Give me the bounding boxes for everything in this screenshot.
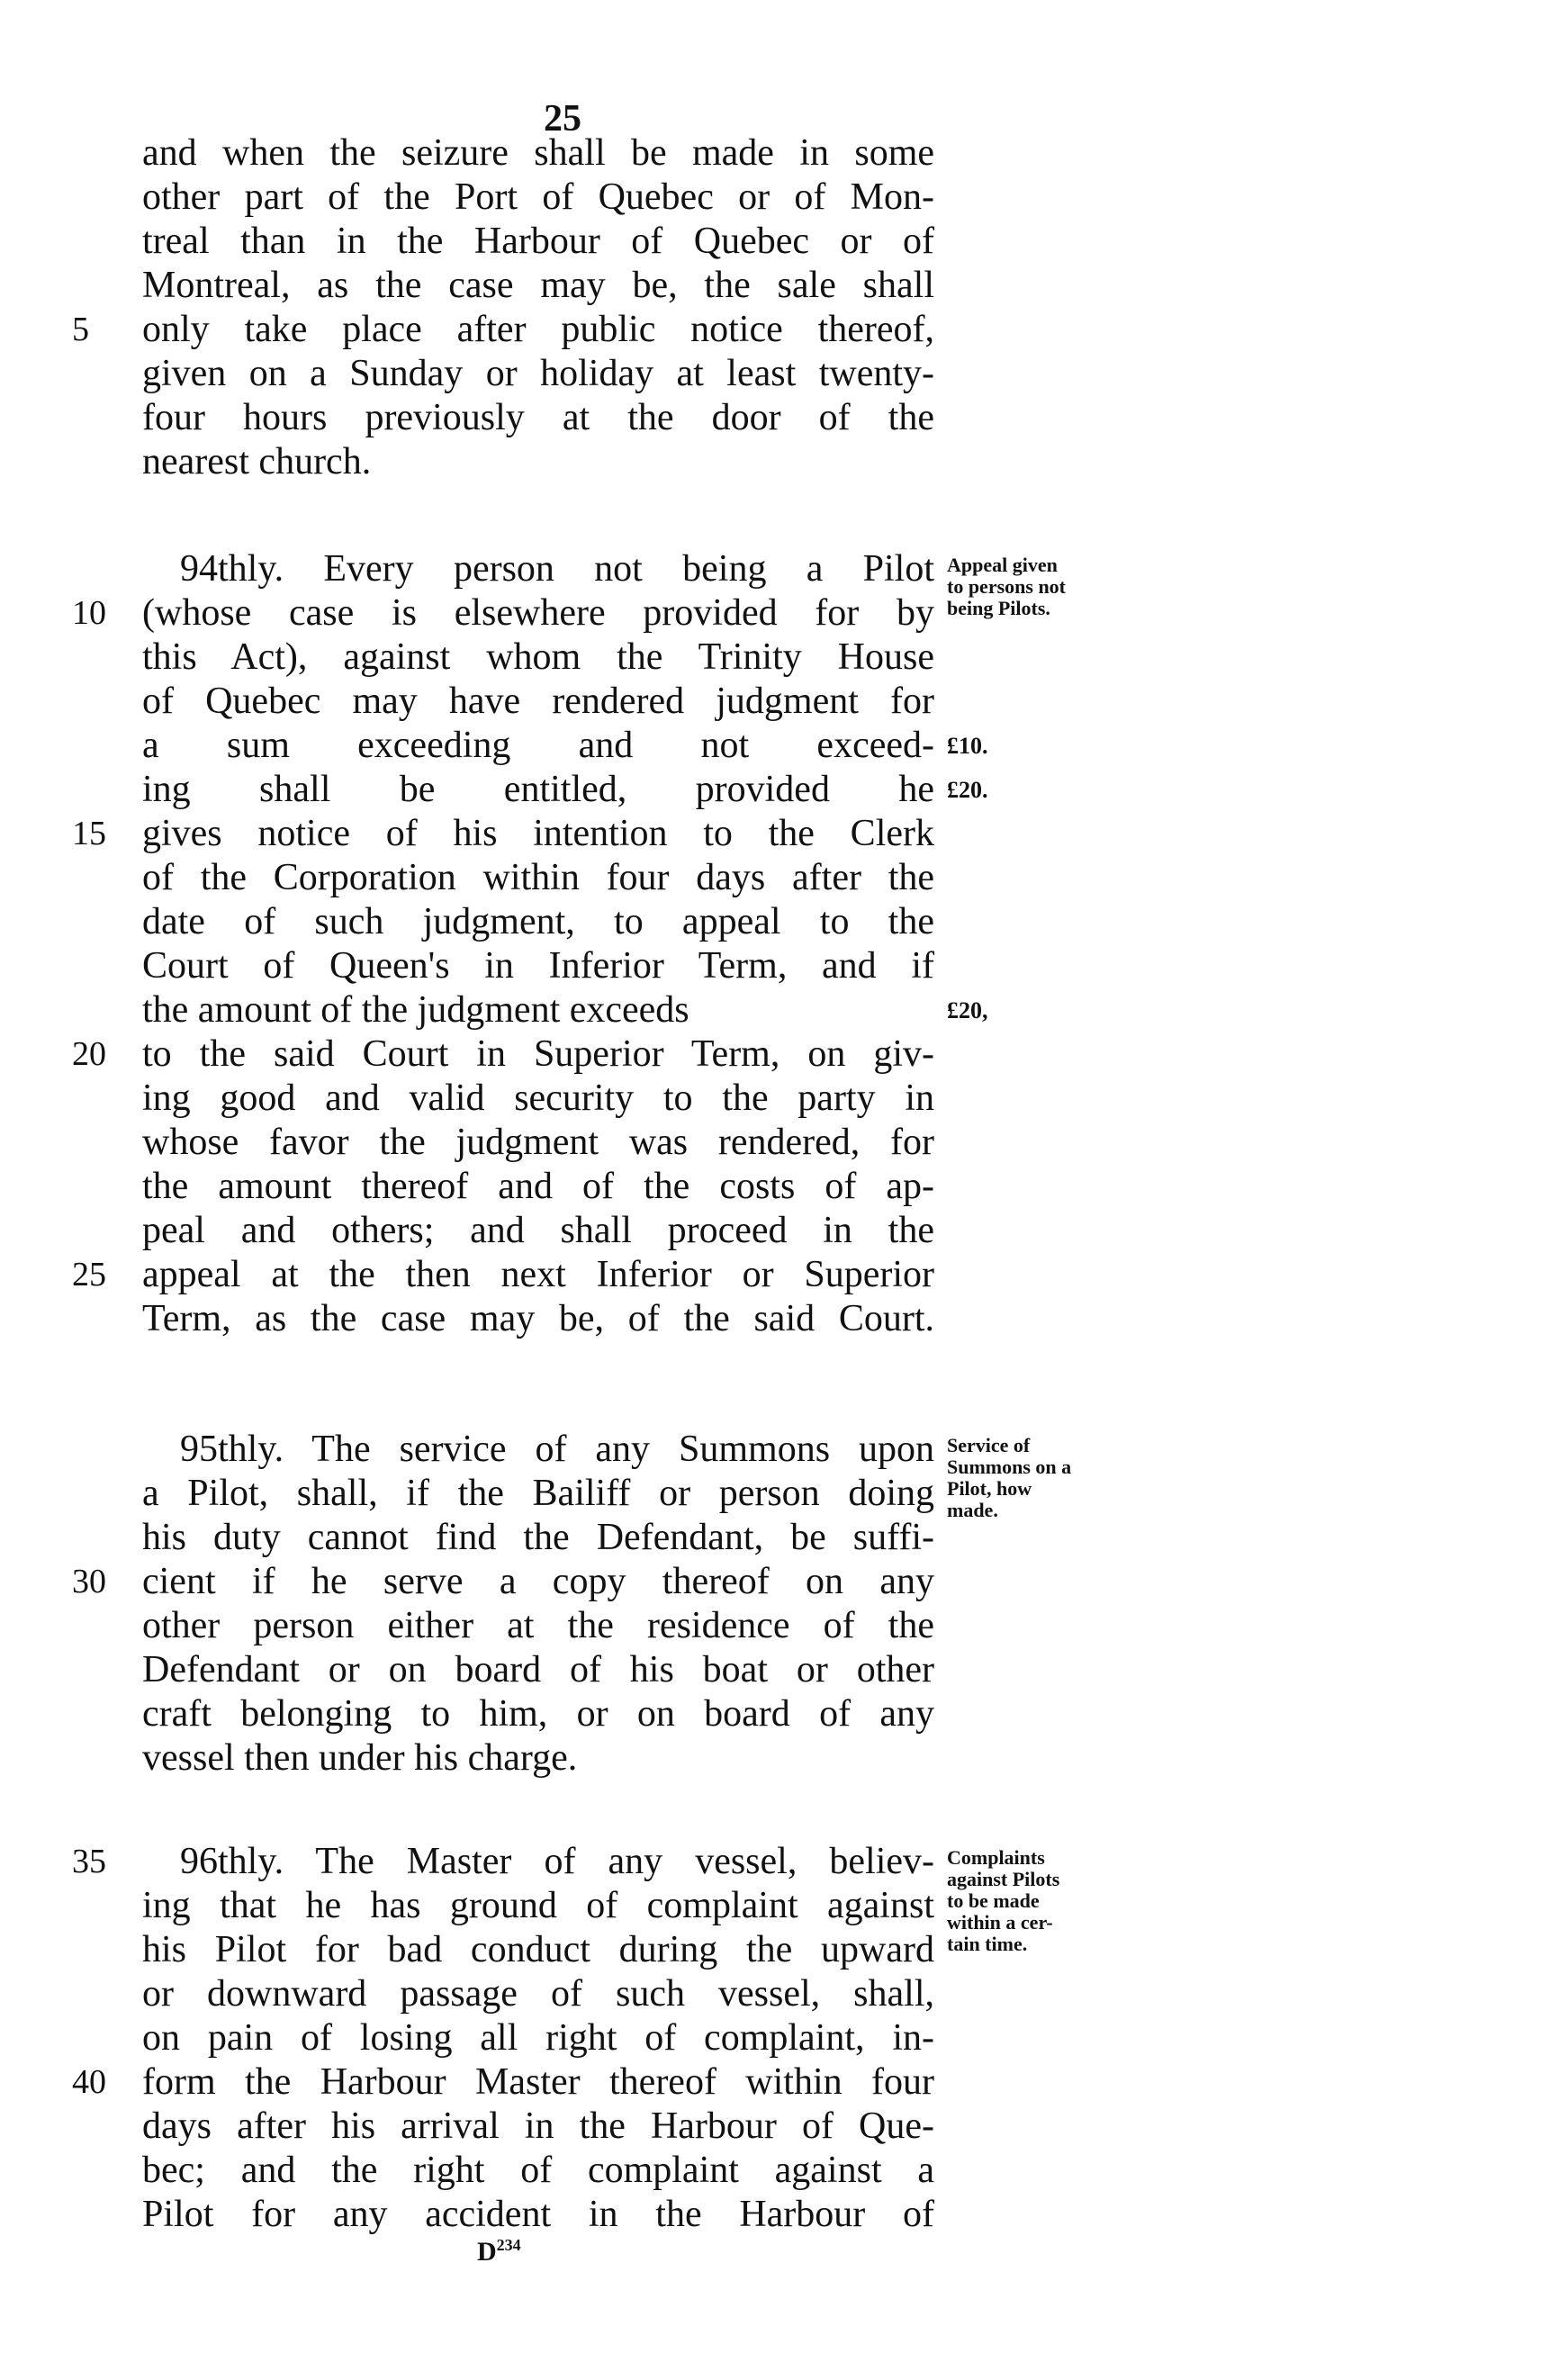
text-line: his duty cannot find the Defendant, be suffi- [142,1517,934,1558]
text-line: Montreal, as the case may be, the sale shall [142,265,934,306]
line-number: 35 [72,1843,106,1880]
text-line: nearest church. [142,441,372,482]
text-line: of the Corporation within four days after the [142,857,934,898]
text-line: craft belonging to him, or on board of any [142,1693,934,1735]
line-number: 5 [72,311,89,348]
margin-note-line: Pilot, how [947,1477,1032,1500]
line-number: 30 [72,1563,106,1600]
margin-note-line: being Pilots. [947,597,1050,619]
text-line: treal than in the Harbour of Quebec or of [142,221,934,262]
margin-note-line: to be made [947,1889,1040,1912]
text-line: to the said Court in Superior Term, on giv- [142,1033,934,1075]
text-line: vessel then under his charge. [142,1737,578,1779]
text-line: days after his arrival in the Harbour of Que- [142,2105,934,2147]
text-line: this Act), against whom the Trinity House [142,636,934,678]
margin-sum: £20, [947,997,988,1023]
text-line: form the Harbour Master thereof within four [142,2061,934,2103]
margin-note-line: against Pilots [947,1868,1060,1890]
text-line: or downward passage of such vessel, shall, [142,1973,934,2015]
text-line: Defendant or on board of his boat or other [142,1649,934,1690]
text-line: 94thly. Every person not being a Pilot [180,548,934,590]
text-line: appeal at the then next Inferior or Superior [142,1254,934,1295]
text-line: gives notice of his intention to the Clerk [142,813,934,854]
margin-note-appeal [947,554,1091,619]
text-line: and when the seizure shall be made in some [142,132,934,174]
margin-note-line: Summons on a [947,1456,1072,1478]
signature-mark [477,2236,521,2267]
text-line: given on a Sunday or holiday at least twenty- [142,353,934,394]
text-line: the amount of the judgment exceeds [142,989,689,1031]
margin-note-line: to persons not [947,575,1067,598]
text-line: ing shall be entitled, provided he [142,769,934,810]
text-line: Term, as the case may be, of the said Court. [142,1298,934,1339]
text-line: only take place after public notice thereof, [142,309,934,350]
page-number: 25 [544,98,581,140]
margin-note-line: Appeal given [947,554,1058,576]
line-number: 20 [72,1035,106,1073]
text-line: other part of the Port of Quebec or of Mon- [142,176,934,218]
text-line: Pilot for any accident in the Harbour of [142,2194,934,2235]
margin-note-complaints [947,1847,1091,1955]
margin-note-service [947,1435,1091,1521]
text-line: 95thly. The service of any Summons upon [180,1429,934,1470]
text-line: four hours previously at the door of the [142,397,934,438]
line-number: 40 [72,2063,106,2101]
text-line: the amount thereof and of the costs of ap- [142,1166,934,1207]
line-number: 10 [72,594,106,632]
text-line: a Pilot, shall, if the Bailiff or person doing [142,1473,934,1514]
text-line: on pain of losing all right of complaint, in- [142,2017,934,2059]
signature-letter: D [477,2237,497,2267]
margin-note-line: Complaints [947,1846,1045,1869]
text-line: a sum exceeding and not exceed- [142,725,934,766]
signature-number: 234 [496,2236,521,2254]
margin-note-line: within a cer- [947,1911,1053,1934]
text-line: 96thly. The Master of any vessel, believ- [180,1841,934,1882]
text-line: Court of Queen's in Inferior Term, and if [142,945,934,987]
text-line: ing good and valid security to the party in [142,1077,934,1119]
margin-sum: £10. [947,733,988,759]
text-line: ing that he has ground of complaint against [142,1885,934,1926]
margin-note-line: tain time. [947,1933,1028,1955]
text-line: whose favor the judgment was rendered, for [142,1122,934,1163]
text-line: (whose case is elsewhere provided for by [142,592,934,634]
text-line: bec; and the right of complaint against a [142,2150,934,2191]
margin-sum: £20. [947,777,988,803]
text-line: cient if he serve a copy thereof on any [142,1561,934,1602]
text-line: date of such judgment, to appeal to the [142,901,934,942]
margin-note-line: made. [947,1499,998,1521]
line-number: 15 [72,815,106,852]
line-number: 25 [72,1256,106,1294]
text-line: other person either at the residence of the [142,1605,934,1646]
text-line: his Pilot for bad conduct during the upward [142,1929,934,1970]
text-line: peal and others; and shall proceed in the [142,1210,934,1251]
text-line: of Quebec may have rendered judgment for [142,681,934,722]
margin-note-line: Service of [947,1434,1031,1456]
